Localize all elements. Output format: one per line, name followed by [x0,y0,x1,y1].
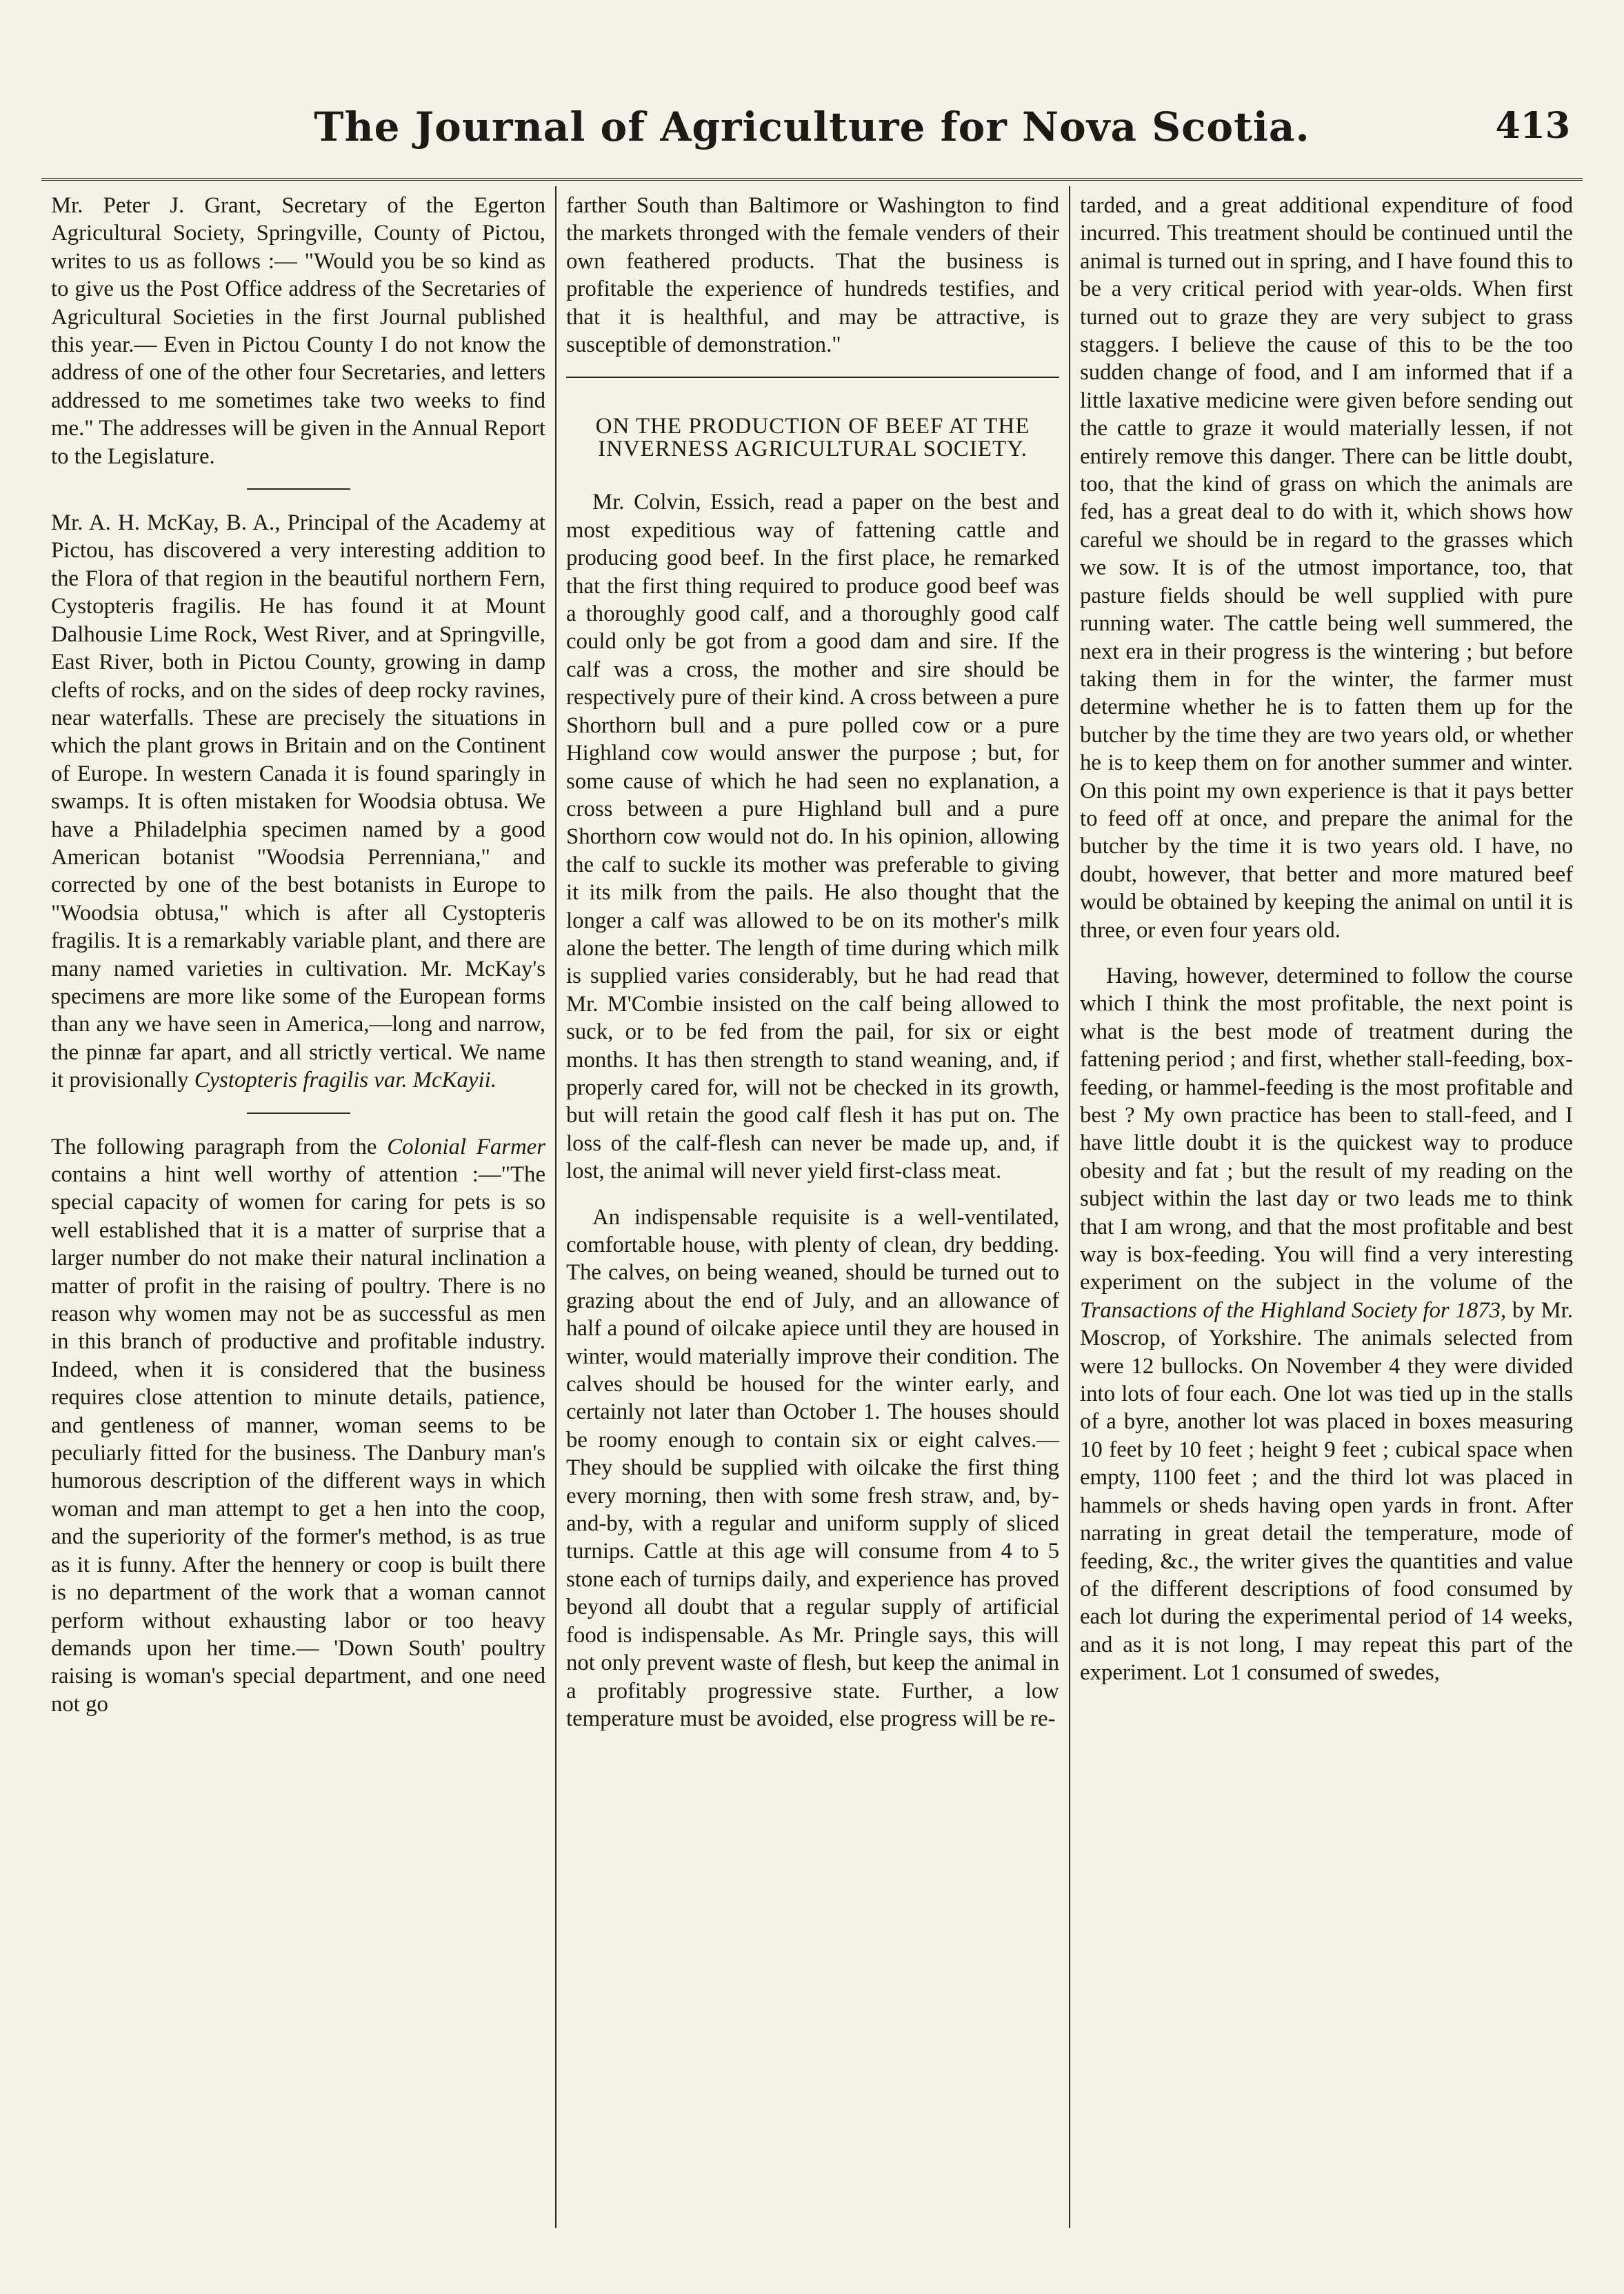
paragraph-colvin-paper: Mr. Colvin, Essich, read a paper on the best and most expeditious way of fattening cattle and producing good beef. In the first place, he remarked that the first thing required to produce good beef was a thoroughly good calf, and a thoroughly good calf could only be got from a good dam and sire. If the calf was a cross, the mother and sire should be respectively pure of their kind. A cross between a pure Shorthorn bull and a pure polled cow or a pure Highland cow would answer the purpose ; but, for some cause of which he had seen no explanation, a cross between a pure Highland bull and a pure Shorthorn cow would not do. In his opinion, allowing the calf to suckle its mother was preferable to giving it its milk from the pails. He also thought that the longer a calf was allowed to be on its mother's milk alone the better. The length of time during which milk is supplied varies considerably, but he had read that Mr. M'Combie insisted on the calf being allowed to suck, or to be fed from the pail, for six or eight months. It has then strength to stand weaning, and, if properly cared for, will not be checked in its growth, but will retain the good calf flesh it has put on. The loss of the calf-flesh can never be made up, and, if lost, the animal will never yield first-class meat. [566,490,1059,1184]
paragraph-mckay-fern [51,509,545,1095]
fern-species-name: Cystopteris fragilis var. McKayii. [194,1068,497,1093]
transactions-title: Transactions of the Highland Society for 1873, [1080,1297,1507,1323]
paragraph-grant-note: Mr. Peter J. Grant, Secretary of the Egerton Agricultural Society, Springville, County of Pictou, writes to us as follows :— "Would you be so kind as to give us the Post Office address of the Secretaries of Agricultural Societies in the first Journal published this year.— Even in Pictou County I do not know the address of one of the other four Secretaries, and letters addressed to me sometimes take two weeks to find me." The addresses will be given in the Annual Report to the Legislature. [51,193,545,469]
feeding-text-start: Having, however, determined to follow the course which I think the most profitable, the next point is what is the best mode of treatment during the fattening period ; and first, whether stall-feeding, box-feeding, or hammel-feeding is the most profitable and best ? My own practice has been to stall-feed, and I have little doubt it is the quickest way to produce obesity and fat ; but the result of my reading on the subject within the last day or two leads me to think that I am wrong, and that the most profitable and best way is box-feeding. You will find a very interesting experiment on the subject in the volume of the [1080,963,1573,1295]
poultry-text: contains a hint well worthy of attention :—"The special capacity of women for caring for pets is so well established that it is a matter of surprise that a larger number do not make their natural inclination a matter of profit in the raising of poultry. There is no reason why women may not be as successful as men in this branch of productive and profitable industry. Indeed, when it is considered that the business requires close attention to minute details, patience, and gentleness of manner, woman seems to be peculiarly fitted for the business. The Danbury man's humorous description of the different ways in which woman and man attempt to get a hen into the coop, and the superiority of the former's method, is as true as it is funny. After the hennery or coop is built there is no department of the work that a woman cannot perform without exhausting labor or too heavy demands upon her time.— 'Down South' poultry raising is woman's special department, and one need not go [51,1162,545,1717]
header-rule [41,178,1583,181]
paragraph-poultry [51,1133,545,1719]
fern-text: Mr. A. H. McKay, B. A., Principal of the Academy at Pictou, has discovered a very interesting addition to the Flora of that region in the beautiful northern Fern, Cystopteris fragilis. He has found it at Mount Dalhousie Lime Rock, West River, and at Springville, East River, both in Pictou County, growing in damp clefts of rocks, and on the sides of deep rocky ravines, near waterfalls. These are precisely the situations in which the plant grows in Britain and on the Continent of Europe. In western Canada it is found sparingly in swamps. It is often mistaken for Woodsia obtusa. We have a Philadelphia specimen named by a good American botanist "Woodsia Perrenniana," and corrected by one of the best botanists in Europe to "Woodsia obtusa," which is after all Cystopteris fragilis. It is a remarkably variable plant, and there are many named varieties in cultivation. Mr. McKay's specimens are more like some of the European forms than any we have seen in America,—long and narrow, the pinnæ far apart, and all strictly vertical. We name it provisionally [51,510,545,1093]
paragraph-poultry-continued: farther South than Baltimore or Washington to find the markets thronged with the female venders of their own feathered products. That the business is profitable the experience of hundreds testifies, and that it is healthful, and may be attractive, is susceptible of demonstration." [566,193,1059,358]
poultry-text-start: The following paragraph from the [51,1134,377,1159]
paragraph-feeding-methods [1080,962,1573,1687]
text-columns [41,186,1583,2228]
separator-rule [247,488,350,490]
page-header [41,103,1583,166]
column-2 [555,186,1069,2228]
journal-title: The Journal of Agriculture for Nova Scotia. [314,103,1310,150]
column-1 [41,186,555,2228]
article-heading: ON THE PRODUCTION OF BEEF AT THE INVERNESS AGRICULTURAL SOCIETY. [595,414,1030,462]
page-number: 413 [1495,105,1570,147]
paragraph-housing: An indispensable requisite is a well-ventilated, comfortable house, with plenty of clean, dry bedding. The calves, on being weaned, should be turned out to grazing about the end of July, and an allowance of half a pound of oilcake apiece until they are housed in winter, would materially improve their condition. The calves should be housed for the winter early, and certainly not later than October 1. The houses should be roomy enough to contain six or eight calves.— They should be supplied with oilcake the first thing every morning, then with some fresh straw, and, by-and-by, with a regular and uniform supply of sliced turnips. Cattle at this age will consume from 4 to 5 stone each of turnips daily, and experience has proved beyond all doubt that a regular supply of artificial food is indispensable. As Mr. Pringle says, this will not only prevent waste of flesh, but keep the animal in a profitably progressive state. Further, a low temperature must be avoided, else progress will be re- [566,1204,1059,1731]
column-3 [1069,186,1583,2228]
feeding-text: by Mr. Moscrop, of Yorkshire. The animals selected from were 12 bullocks. On November 4 they were divided into lots of four each. One lot was tied up in the stalls of a byre, another lot was placed in boxes measuring 10 feet by 10 feet ; height 9 feet ; cubical space when empty, 1100 feet ; and the third lot was placed in hammels or sheds having open yards in front. After narrating in great detail the temperature, mode of feeding, &c., the writer gives the quantities and value of the different descriptions of food consumed by each lot during the experimental period of 14 weeks, and as it is not long, I may repeat this part of the experiment. Lot 1 consumed of swedes, [1080,1297,1573,1686]
separator-rule [247,1113,350,1114]
colonial-farmer-title: Colonial Farmer [387,1134,545,1159]
article-heading-block [566,377,1059,461]
paragraph-treatment: tarded, and a great additional expenditure of food incurred. This treatment should be continued until the animal is turned out in spring, and I have found this to be a very critical period with year-olds. When first turned out to graze they are very subject to grass staggers. I believe the cause of this to be the too sudden change of food, and I am informed that if a little laxative medicine were given before sending out the cattle to graze it would materially lessen, if not entirely remove this danger. There can be little doubt, too, that the kind of grass on which the animals are fed, has a great deal to do with it, which shows how careful we should be in regard to the grasses which we sow. It is of the utmost importance, too, that pasture fields should be well supplied with pure running water. The cattle being well summered, the next era in their progress is the wintering ; but before taking them in for the winter, the farmer must determine whether he is to fatten them up for the butcher by the time they are two years old, or whether he is to keep them on for another summer and winter. On this point my own experience is that it pays better to feed off at once, and prepare the animal for the butcher by the time it is two years old. I have, no doubt, however, that better and more matured beef would be obtained by keeping the animal on until it is three, or even four years old. [1080,193,1573,943]
